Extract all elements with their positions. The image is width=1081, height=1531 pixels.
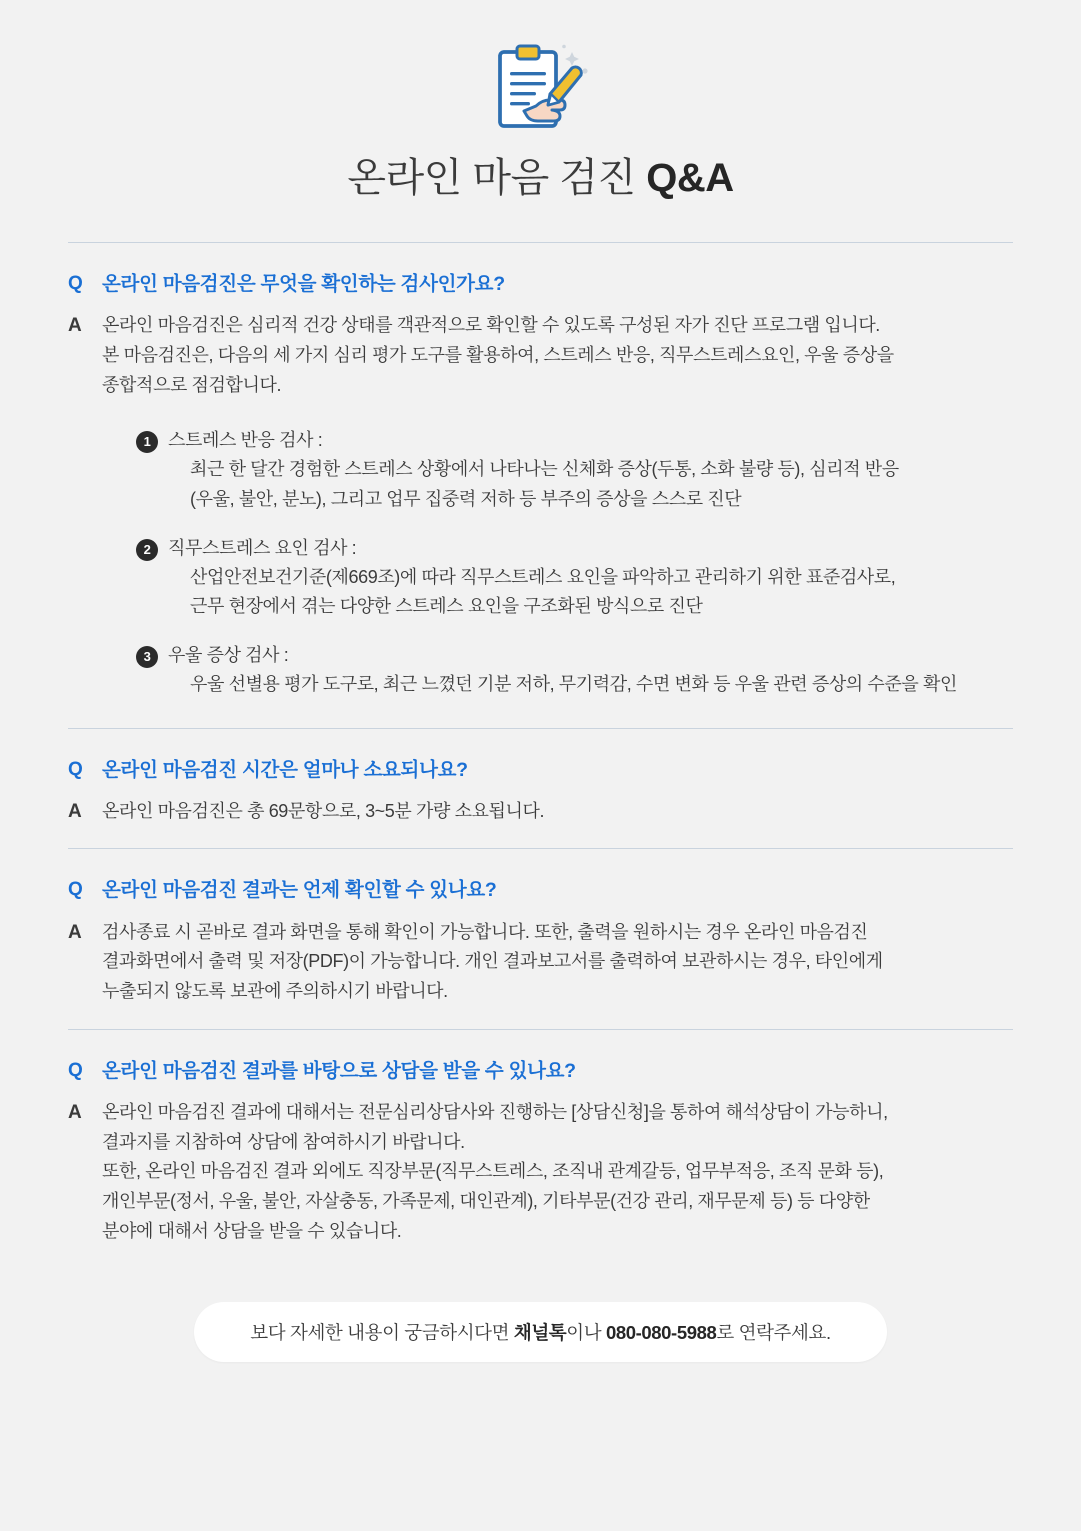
contact-phone[interactable]: 080-080-5988 xyxy=(605,1322,717,1344)
page-title-normal: 온라인 마음 검진 xyxy=(347,156,647,200)
list-item-body xyxy=(168,534,895,621)
list-item-title: 스트레스 반응 검사 : xyxy=(168,430,323,451)
contact-channel[interactable]: 채널톡 xyxy=(513,1322,567,1344)
page-title-strong: Q&A xyxy=(646,156,734,200)
answer-line: 또한, 온라인 마음검진 결과 외에도 직장부문(직무스트레스, 조직내 관계갈등, 업무부적응, 조직 문화 등), xyxy=(102,1161,884,1182)
answer-line: 개인부문(정서, 우울, 불안, 자살충동, 가족문제, 대인관계), 기타부문(건강 관리, 재무문제 등) 등 다양한 xyxy=(102,1191,870,1211)
answer-text xyxy=(102,1098,888,1246)
question-marker: Q xyxy=(68,879,83,901)
answer-line: 온라인 마음검진은 심리적 건강 상태를 객관적으로 확인할 수 있도록 구성된 자가 진단 프로그램 입니다. xyxy=(102,315,880,336)
list-item-body xyxy=(168,641,957,699)
list-item-title: 직무스트레스 요인 검사 : xyxy=(168,537,357,558)
qa-item-3 xyxy=(68,848,1013,1028)
answer-marker: A xyxy=(68,1101,82,1123)
question-marker: Q xyxy=(68,273,83,294)
footer xyxy=(0,1302,1081,1362)
list-item-body xyxy=(168,426,899,513)
list-item-line: 근무 현장에서 겪는 다양한 스트레스 요인을 구조화된 방식으로 진단 xyxy=(190,596,703,617)
answer-marker: A xyxy=(68,800,82,822)
answer-line: 누출되지 않도록 보관에 주의하시기 바랍니다. xyxy=(102,981,448,1002)
list-item xyxy=(136,641,957,699)
list-item-line: (우울, 불안, 분노), 그리고 업무 집중력 저하 등 부주의 증상을 스스로 진단 xyxy=(190,488,742,509)
question-text: 온라인 마음검진 결과를 바탕으로 상담을 받을 수 있나요? xyxy=(102,1059,576,1082)
answer-row xyxy=(68,918,1013,1007)
answer-line: 분야에 대해서 상담을 받을 수 있습니다. xyxy=(102,1220,402,1241)
answer-row xyxy=(68,1098,1013,1246)
answer-line: 본 마음검진은, 다음의 세 가지 심리 평가 도구를 활용하여, 스트레스 반응, 직무스트레스요인, 우울 증상을 xyxy=(102,344,894,365)
question-text: 온라인 마음검진 결과는 언제 확인할 수 있나요? xyxy=(102,879,497,902)
qa-item-4 xyxy=(68,1029,1013,1269)
question-row xyxy=(68,1056,1013,1086)
question-row xyxy=(68,755,1013,785)
answer-text xyxy=(102,311,957,705)
answer-line: 온라인 마음검진 결과에 대해서는 전문심리상담사와 진행하는 [상담신청]을 통하여 해석상담이 가능하니, xyxy=(102,1101,888,1122)
list-number-badge: 1 xyxy=(136,431,158,453)
question-marker: Q xyxy=(68,1059,83,1081)
clipboard-pencil-icon xyxy=(486,44,596,136)
answer-text xyxy=(102,797,544,827)
list-item-line: 산업안전보건기준(제669조)에 따라 직무스트레스 요인을 파악하고 관리하기 위한 표준검사로, xyxy=(190,566,896,587)
answer-line: 검사종료 시 곧바로 결과 화면을 통해 확인이 가능합니다. 또한, 출력을 원하시는 경우 온라인 마음검진 xyxy=(102,921,868,942)
answer-marker: A xyxy=(68,315,82,337)
answer-line: 종합적으로 점검합니다. xyxy=(102,374,282,395)
list-number-badge: 2 xyxy=(136,539,158,561)
question-row xyxy=(68,875,1013,905)
question-row xyxy=(68,269,1013,299)
question-marker: Q xyxy=(68,758,83,780)
list-item-line: 최근 한 달간 경험한 스트레스 상황에서 나타나는 신체화 증상(두통, 소화 불량 등), 심리적 반응 xyxy=(190,459,899,480)
page-title xyxy=(0,154,1081,202)
qa-item-2 xyxy=(68,728,1013,849)
list-item-line: 우울 선별용 평가 도구로, 최근 느꼈던 기분 저하, 무기력감, 수면 변화 등 우울 관련 증상의 수준을 확인 xyxy=(190,674,957,695)
question-text: 온라인 마음검진 시간은 얼마나 소요되나요? xyxy=(102,758,468,781)
contact-prefix: 보다 자세한 내용이 궁금하시다면 xyxy=(250,1322,514,1344)
answer-sub-list xyxy=(136,426,957,699)
answer-row xyxy=(68,797,1013,827)
contact-suffix: 로 연락주세요. xyxy=(716,1322,831,1344)
contact-middle: 이나 xyxy=(566,1322,606,1344)
contact-pill xyxy=(194,1302,886,1362)
answer-line: 온라인 마음검진은 총 69문항으로, 3~5분 가량 소요됩니다. xyxy=(102,800,545,821)
qa-item-1 xyxy=(68,242,1013,728)
list-item xyxy=(136,426,957,513)
answer-line: 결과지를 지참하여 상담에 참여하시기 바랍니다. xyxy=(102,1131,465,1152)
page-header xyxy=(0,0,1081,202)
answer-row xyxy=(68,311,1013,705)
qa-list xyxy=(68,242,1013,1268)
answer-marker: A xyxy=(68,921,82,943)
question-text: 온라인 마음검진은 무엇을 확인하는 검사인가요? xyxy=(102,273,505,295)
list-number-badge: 3 xyxy=(136,646,158,668)
list-item xyxy=(136,534,957,621)
answer-text xyxy=(102,918,883,1007)
list-item-title: 우울 증상 검사 : xyxy=(168,645,289,666)
answer-line: 결과화면에서 출력 및 저장(PDF)이 가능합니다. 개인 결과보고서를 출력하여 보관하시는 경우, 타인에게 xyxy=(102,951,883,972)
